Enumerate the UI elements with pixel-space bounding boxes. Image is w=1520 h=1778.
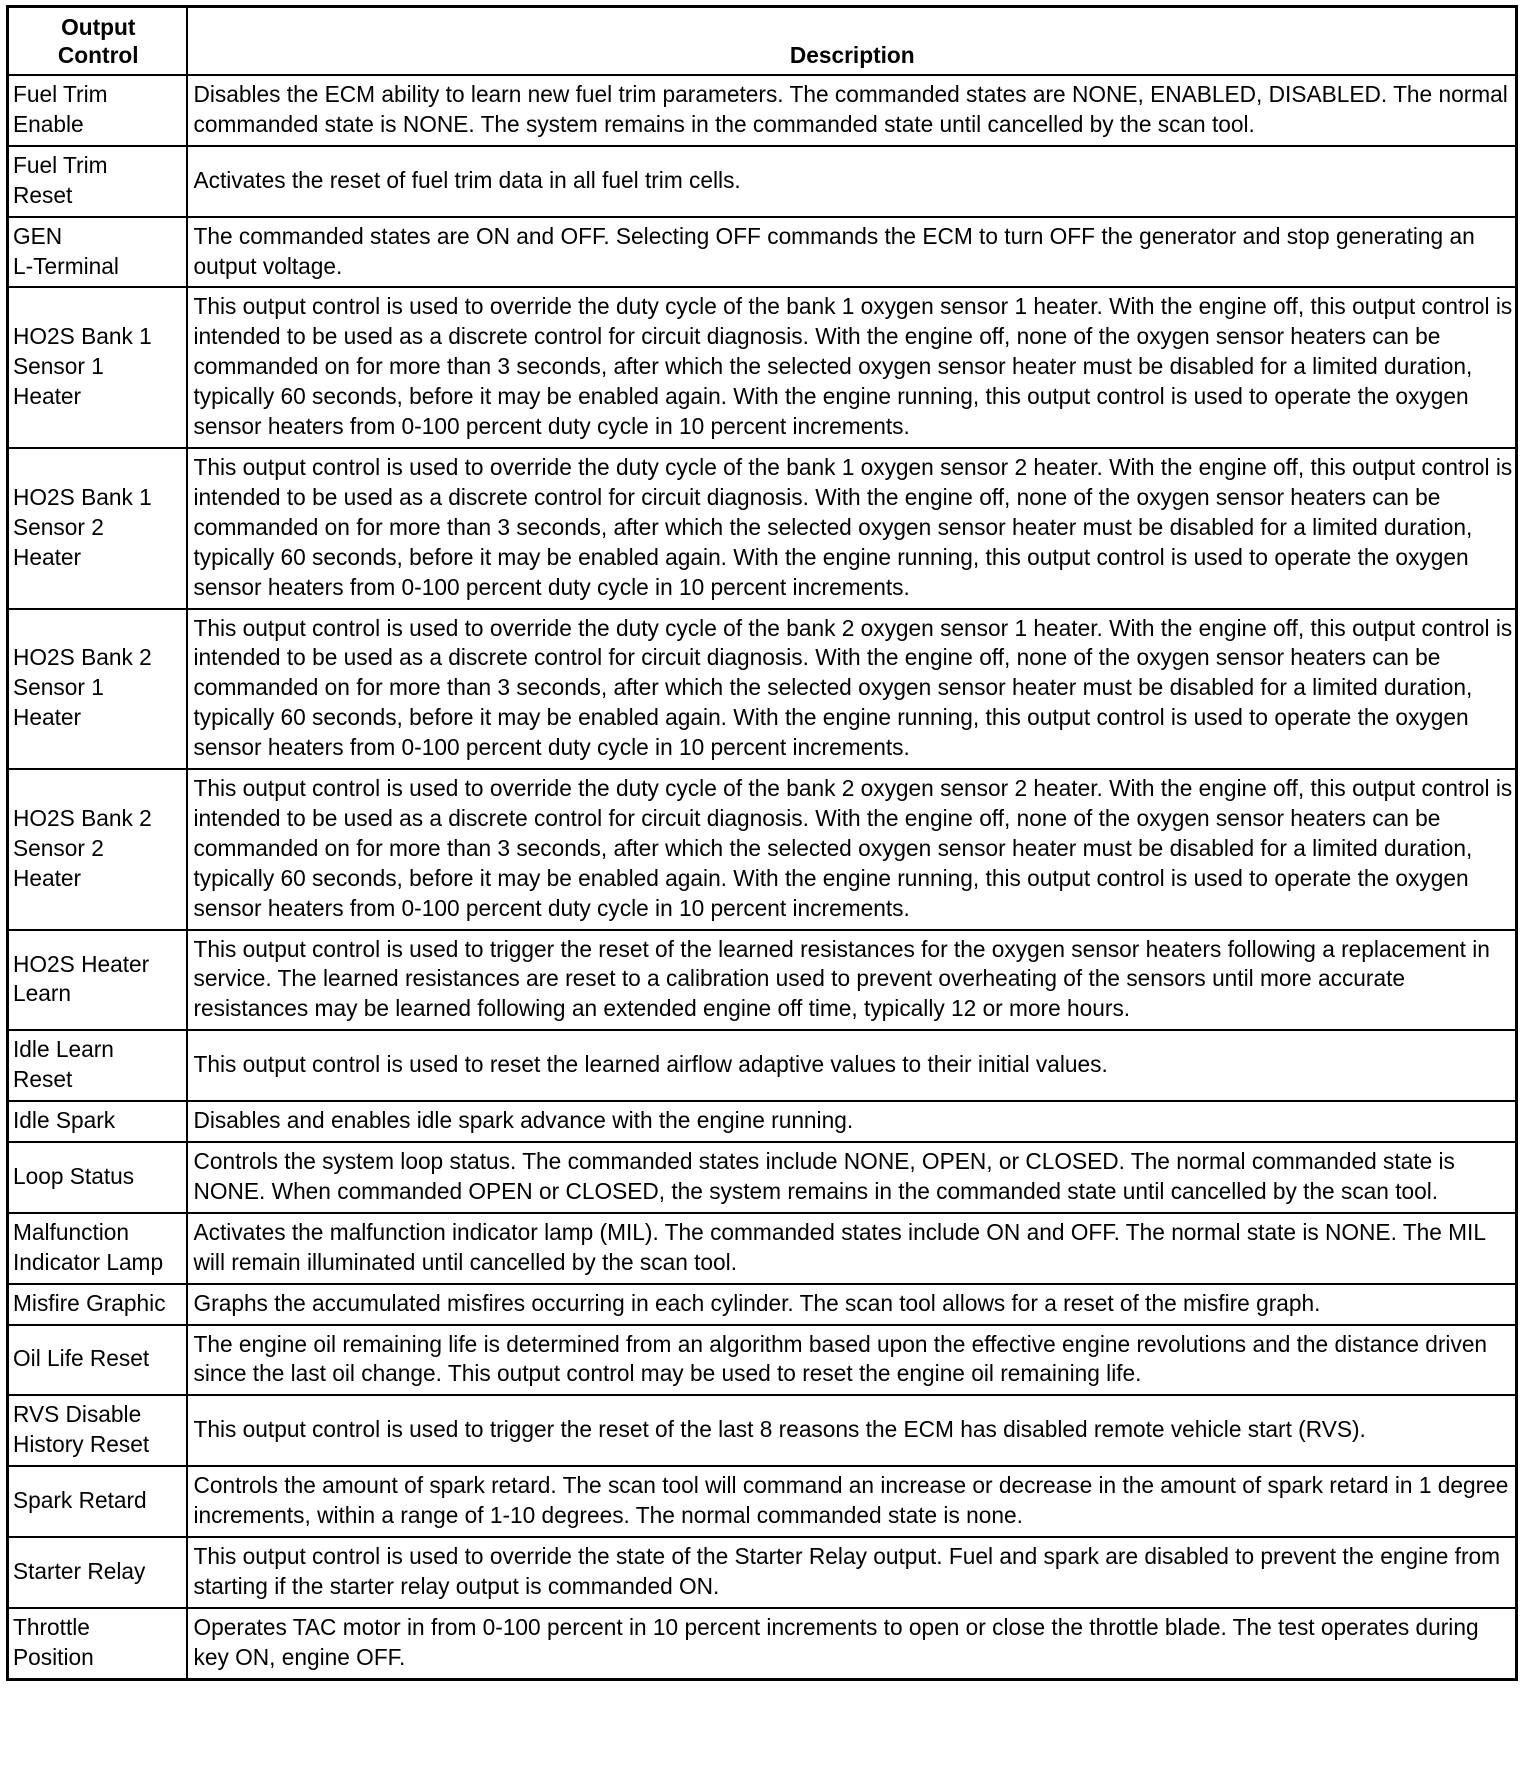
table-row [8,1466,1517,1537]
output-control-description: Activates the reset of fuel trim data in all fuel trim cells. [187,146,1517,217]
output-control-description: Activates the malfunction indicator lamp (MIL). The commanded states include ON and OFF. The normal state is NONE. The MIL will remain illuminated until cancelled by the scan tool. [187,1213,1517,1284]
output-control-description: Graphs the accumulated misfires occurring in each cylinder. The scan tool allows for a reset of the misfire graph. [187,1284,1517,1325]
header-output-control-line2: Control [57,42,139,68]
output-control-name: HO2S Heater Learn [8,930,187,1031]
output-control-name: Loop Status [8,1142,187,1213]
header-output-control [8,7,187,76]
output-control-description: This output control is used to override the duty cycle of the bank 1 oxygen sensor 2 heater. With the engine off, this output control is intended to be used as a discrete control for circuit diagnosis. With the engine off, none of the oxygen sensor heaters can be commanded on for more than 3 seconds, after which the selected oxygen sensor heater must be disabled for a limited duration, typically 60 seconds, before it may be enabled again. With the engine running, this output control is used to operate the oxygen sensor heaters from 0-100 percent duty cycle in 10 percent increments. [187,448,1517,609]
output-control-name: HO2S Bank 2 Sensor 1 Heater [8,609,187,770]
table-row [8,75,1517,146]
output-control-name: Misfire Graphic [8,1284,187,1325]
output-control-description: This output control is used to override the duty cycle of the bank 1 oxygen sensor 1 heater. With the engine off, this output control is intended to be used as a discrete control for circuit diagnosis. With the engine off, none of the oxygen sensor heaters can be commanded on for more than 3 seconds, after which the selected oxygen sensor heater must be disabled for a limited duration, typically 60 seconds, before it may be enabled again. With the engine running, this output control is used to operate the oxygen sensor heaters from 0-100 percent duty cycle in 10 percent increments. [187,287,1517,448]
table-row [8,217,1517,288]
table-header-row [8,7,1517,76]
table-row [8,1213,1517,1284]
output-control-name: Fuel Trim Enable [8,75,187,146]
output-control-table [6,5,1518,1681]
output-control-name: HO2S Bank 1 Sensor 2 Heater [8,448,187,609]
table-row [8,1325,1517,1396]
output-control-description: This output control is used to override the duty cycle of the bank 2 oxygen sensor 2 heater. With the engine off, this output control is intended to be used as a discrete control for circuit diagnosis. With the engine off, none of the oxygen sensor heaters can be commanded on for more than 3 seconds, after which the selected oxygen sensor heater must be disabled for a limited duration, typically 60 seconds, before it may be enabled again. With the engine running, this output control is used to operate the oxygen sensor heaters from 0-100 percent duty cycle in 10 percent increments. [187,769,1517,930]
output-control-description: Disables the ECM ability to learn new fuel trim parameters. The commanded states are NONE, ENABLED, DISABLED. The normal commanded state is NONE. The system remains in the commanded state until cancelled by the scan tool. [187,75,1517,146]
output-control-name: HO2S Bank 2 Sensor 2 Heater [8,769,187,930]
table-row [8,1284,1517,1325]
output-control-description: Disables and enables idle spark advance with the engine running. [187,1101,1517,1142]
output-control-description: This output control is used to override the state of the Starter Relay output. Fuel and spark are disabled to prevent the engine from starting if the starter relay output is commanded ON. [187,1537,1517,1608]
output-control-name: Oil Life Reset [8,1325,187,1396]
table-row [8,1537,1517,1608]
output-control-name: Idle Learn Reset [8,1030,187,1101]
table-row [8,1101,1517,1142]
table-row [8,769,1517,930]
output-control-name: HO2S Bank 1 Sensor 1 Heater [8,287,187,448]
table-row [8,1608,1517,1679]
header-description: Description [187,7,1517,76]
output-control-description: The commanded states are ON and OFF. Selecting OFF commands the ECM to turn OFF the generator and stop generating an output voltage. [187,217,1517,288]
table-row [8,930,1517,1031]
output-control-name: Spark Retard [8,1466,187,1537]
output-control-description: Operates TAC motor in from 0-100 percent in 10 percent increments to open or close the throttle blade. The test operates during key ON, engine OFF. [187,1608,1517,1679]
output-control-name: Starter Relay [8,1537,187,1608]
table-row [8,146,1517,217]
output-control-description: This output control is used to trigger the reset of the learned resistances for the oxygen sensor heaters following a replacement in service. The learned resistances are reset to a calibration used to prevent overheating of the sensors until more accurate resistances may be learned following an extended engine off time, typically 12 or more hours. [187,930,1517,1031]
table-row [8,1030,1517,1101]
output-control-name: GEN L-Terminal [8,217,187,288]
table-row [8,448,1517,609]
table-row [8,287,1517,448]
table-row [8,1395,1517,1466]
output-control-description: Controls the amount of spark retard. The scan tool will command an increase or decrease in the amount of spark retard in 1 degree increments, within a range of 1-10 degrees. The normal commanded state is none. [187,1466,1517,1537]
output-control-description: This output control is used to override the duty cycle of the bank 2 oxygen sensor 1 heater. With the engine off, this output control is intended to be used as a discrete control for circuit diagnosis. With the engine off, none of the oxygen sensor heaters can be commanded on for more than 3 seconds, after which the selected oxygen sensor heater must be disabled for a limited duration, typically 60 seconds, before it may be enabled again. With the engine running, this output control is used to operate the oxygen sensor heaters from 0-100 percent duty cycle in 10 percent increments. [187,609,1517,770]
output-control-name: Idle Spark [8,1101,187,1142]
table-row [8,1142,1517,1213]
output-control-description: Controls the system loop status. The commanded states include NONE, OPEN, or CLOSED. The normal commanded state is NONE. When commanded OPEN or CLOSED, the system remains in the commanded state until cancelled by the scan tool. [187,1142,1517,1213]
output-control-name: Malfunction Indicator Lamp [8,1213,187,1284]
output-control-description: This output control is used to trigger the reset of the last 8 reasons the ECM has disabled remote vehicle start (RVS). [187,1395,1517,1466]
output-control-name: Fuel Trim Reset [8,146,187,217]
output-control-name: Throttle Position [8,1608,187,1679]
output-control-name: RVS Disable History Reset [8,1395,187,1466]
header-output-control-line1: Output [61,14,136,40]
output-control-description: The engine oil remaining life is determined from an algorithm based upon the effective engine revolutions and the distance driven since the last oil change. This output control may be used to reset the engine oil remaining life. [187,1325,1517,1396]
table-row [8,609,1517,770]
output-control-description: This output control is used to reset the learned airflow adaptive values to their initial values. [187,1030,1517,1101]
